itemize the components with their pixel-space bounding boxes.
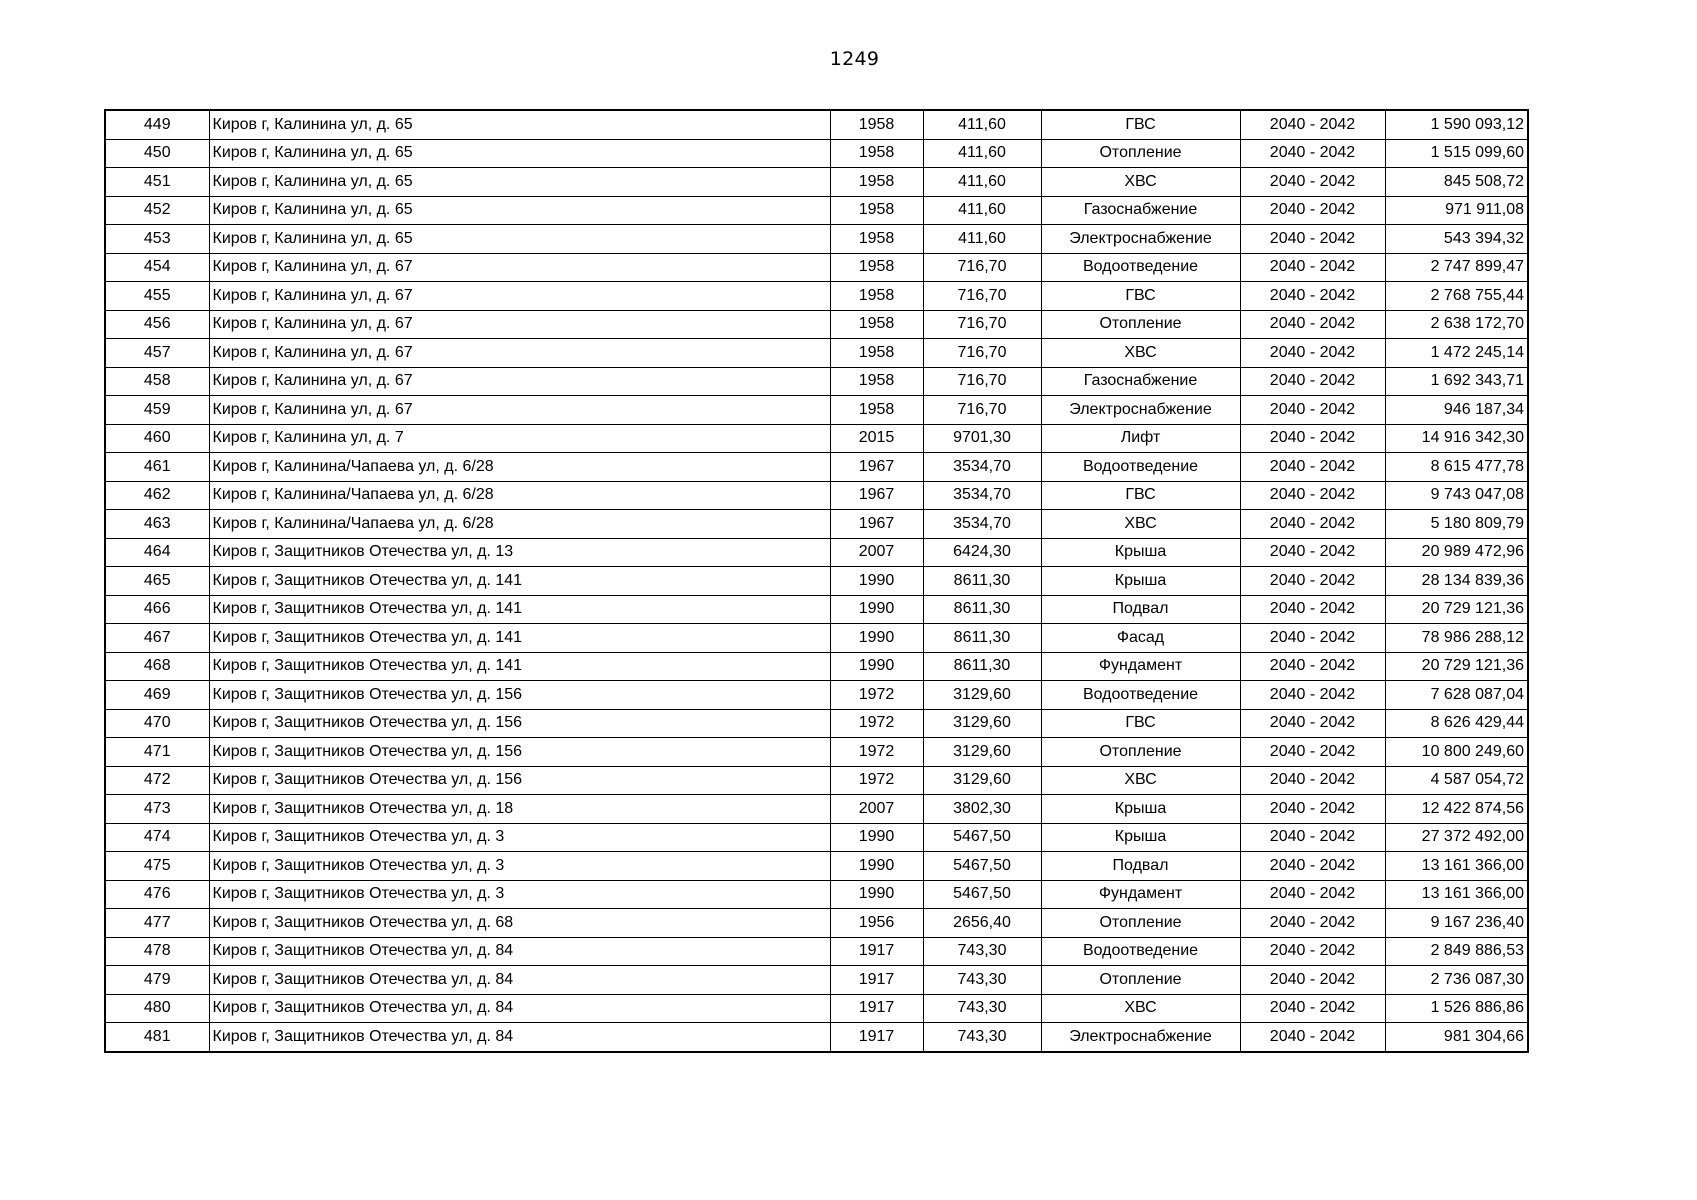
cost-cell: 1 590 093,12 [1385,110,1528,139]
row-number-cell: 453 [105,225,209,254]
table-row [105,880,1528,909]
cost-cell: 9 167 236,40 [1385,909,1528,938]
row-number-cell: 463 [105,510,209,539]
row-number-cell: 461 [105,453,209,482]
table-row [105,738,1528,767]
work-type-cell: Отопление [1041,966,1240,995]
build-year-cell: 1956 [830,909,923,938]
cost-cell: 2 747 899,47 [1385,253,1528,282]
address-cell: Киров г, Защитников Отечества ул, д. 18 [209,795,830,824]
period-cell: 2040 - 2042 [1240,652,1385,681]
cost-cell: 971 911,08 [1385,196,1528,225]
period-cell: 2040 - 2042 [1240,966,1385,995]
address-cell: Киров г, Защитников Отечества ул, д. 3 [209,823,830,852]
build-year-cell: 1990 [830,652,923,681]
period-cell: 2040 - 2042 [1240,225,1385,254]
address-cell: Киров г, Защитников Отечества ул, д. 141 [209,567,830,596]
table-row [105,196,1528,225]
area-cell: 743,30 [923,937,1041,966]
row-number-cell: 460 [105,424,209,453]
work-type-cell: Отопление [1041,909,1240,938]
row-number-cell: 457 [105,339,209,368]
work-type-cell: ХВС [1041,339,1240,368]
period-cell: 2040 - 2042 [1240,424,1385,453]
period-cell: 2040 - 2042 [1240,823,1385,852]
work-type-cell: Фасад [1041,624,1240,653]
cost-cell: 20 989 472,96 [1385,538,1528,567]
period-cell: 2040 - 2042 [1240,282,1385,311]
cost-cell: 5 180 809,79 [1385,510,1528,539]
period-cell: 2040 - 2042 [1240,937,1385,966]
period-cell: 2040 - 2042 [1240,396,1385,425]
address-cell: Киров г, Защитников Отечества ул, д. 3 [209,880,830,909]
row-number-cell: 455 [105,282,209,311]
work-type-cell: ХВС [1041,766,1240,795]
row-number-cell: 474 [105,823,209,852]
build-year-cell: 1990 [830,880,923,909]
period-cell: 2040 - 2042 [1240,453,1385,482]
cost-cell: 13 161 366,00 [1385,880,1528,909]
table-body [105,110,1528,1052]
address-cell: Киров г, Защитников Отечества ул, д. 84 [209,937,830,966]
area-cell: 3534,70 [923,481,1041,510]
area-cell: 3802,30 [923,795,1041,824]
table-row [105,937,1528,966]
period-cell: 2040 - 2042 [1240,766,1385,795]
cost-cell: 14 916 342,30 [1385,424,1528,453]
work-type-cell: Водоотведение [1041,681,1240,710]
row-number-cell: 464 [105,538,209,567]
row-number-cell: 467 [105,624,209,653]
period-cell: 2040 - 2042 [1240,367,1385,396]
period-cell: 2040 - 2042 [1240,624,1385,653]
area-cell: 3129,60 [923,738,1041,767]
row-number-cell: 458 [105,367,209,396]
table-row [105,652,1528,681]
address-cell: Киров г, Калинина/Чапаева ул, д. 6/28 [209,453,830,482]
build-year-cell: 1958 [830,396,923,425]
cost-cell: 1 526 886,86 [1385,994,1528,1023]
cost-cell: 2 768 755,44 [1385,282,1528,311]
repair-schedule-table [104,109,1529,1053]
period-cell: 2040 - 2042 [1240,795,1385,824]
address-cell: Киров г, Защитников Отечества ул, д. 156 [209,766,830,795]
cost-cell: 27 372 492,00 [1385,823,1528,852]
cost-cell: 10 800 249,60 [1385,738,1528,767]
build-year-cell: 1958 [830,367,923,396]
cost-cell: 1 515 099,60 [1385,139,1528,168]
work-type-cell: Отопление [1041,738,1240,767]
cost-cell: 1 472 245,14 [1385,339,1528,368]
period-cell: 2040 - 2042 [1240,994,1385,1023]
area-cell: 743,30 [923,1023,1041,1052]
cost-cell: 13 161 366,00 [1385,852,1528,881]
area-cell: 3534,70 [923,453,1041,482]
cost-cell: 981 304,66 [1385,1023,1528,1052]
period-cell: 2040 - 2042 [1240,168,1385,197]
build-year-cell: 1972 [830,766,923,795]
table-row [105,823,1528,852]
period-cell: 2040 - 2042 [1240,681,1385,710]
work-type-cell: ГВС [1041,110,1240,139]
address-cell: Киров г, Калинина ул, д. 67 [209,367,830,396]
cost-cell: 946 187,34 [1385,396,1528,425]
build-year-cell: 1990 [830,852,923,881]
build-year-cell: 1958 [830,168,923,197]
address-cell: Киров г, Защитников Отечества ул, д. 13 [209,538,830,567]
address-cell: Киров г, Калинина ул, д. 65 [209,225,830,254]
table-row [105,567,1528,596]
cost-cell: 2 736 087,30 [1385,966,1528,995]
address-cell: Киров г, Калинина ул, д. 65 [209,110,830,139]
area-cell: 411,60 [923,225,1041,254]
work-type-cell: ГВС [1041,282,1240,311]
period-cell: 2040 - 2042 [1240,110,1385,139]
work-type-cell: Фундамент [1041,652,1240,681]
cost-cell: 78 986 288,12 [1385,624,1528,653]
row-number-cell: 449 [105,110,209,139]
row-number-cell: 478 [105,937,209,966]
work-type-cell: ГВС [1041,709,1240,738]
cost-cell: 12 422 874,56 [1385,795,1528,824]
area-cell: 8611,30 [923,652,1041,681]
row-number-cell: 479 [105,966,209,995]
build-year-cell: 1917 [830,994,923,1023]
row-number-cell: 456 [105,310,209,339]
row-number-cell: 481 [105,1023,209,1052]
period-cell: 2040 - 2042 [1240,567,1385,596]
build-year-cell: 1967 [830,453,923,482]
table-row [105,168,1528,197]
period-cell: 2040 - 2042 [1240,139,1385,168]
build-year-cell: 1990 [830,567,923,596]
build-year-cell: 1958 [830,339,923,368]
row-number-cell: 480 [105,994,209,1023]
address-cell: Киров г, Защитников Отечества ул, д. 156 [209,681,830,710]
area-cell: 411,60 [923,196,1041,225]
period-cell: 2040 - 2042 [1240,538,1385,567]
period-cell: 2040 - 2042 [1240,196,1385,225]
address-cell: Киров г, Калинина ул, д. 7 [209,424,830,453]
cost-cell: 9 743 047,08 [1385,481,1528,510]
row-number-cell: 459 [105,396,209,425]
table-row [105,367,1528,396]
build-year-cell: 1967 [830,510,923,539]
build-year-cell: 1990 [830,624,923,653]
table-row [105,282,1528,311]
build-year-cell: 1958 [830,196,923,225]
area-cell: 2656,40 [923,909,1041,938]
area-cell: 411,60 [923,168,1041,197]
table-row [105,139,1528,168]
cost-cell: 4 587 054,72 [1385,766,1528,795]
work-type-cell: Крыша [1041,538,1240,567]
work-type-cell: ГВС [1041,481,1240,510]
area-cell: 3534,70 [923,510,1041,539]
build-year-cell: 1917 [830,937,923,966]
area-cell: 743,30 [923,966,1041,995]
work-type-cell: Газоснабжение [1041,367,1240,396]
table-row [105,310,1528,339]
row-number-cell: 452 [105,196,209,225]
address-cell: Киров г, Защитников Отечества ул, д. 156 [209,709,830,738]
work-type-cell: Крыша [1041,795,1240,824]
cost-cell: 8 626 429,44 [1385,709,1528,738]
cost-cell: 543 394,32 [1385,225,1528,254]
table-row [105,453,1528,482]
area-cell: 8611,30 [923,595,1041,624]
work-type-cell: Водоотведение [1041,937,1240,966]
cost-cell: 845 508,72 [1385,168,1528,197]
address-cell: Киров г, Защитников Отечества ул, д. 84 [209,966,830,995]
area-cell: 716,70 [923,339,1041,368]
build-year-cell: 1917 [830,966,923,995]
period-cell: 2040 - 2042 [1240,738,1385,767]
page-number: 1249 [829,48,880,70]
area-cell: 5467,50 [923,852,1041,881]
build-year-cell: 1990 [830,823,923,852]
area-cell: 3129,60 [923,766,1041,795]
row-number-cell: 465 [105,567,209,596]
row-number-cell: 475 [105,852,209,881]
area-cell: 8611,30 [923,624,1041,653]
work-type-cell: Электроснабжение [1041,1023,1240,1052]
row-number-cell: 476 [105,880,209,909]
table-row [105,909,1528,938]
build-year-cell: 2015 [830,424,923,453]
table-row [105,1023,1528,1052]
build-year-cell: 2007 [830,795,923,824]
area-cell: 6424,30 [923,538,1041,567]
area-cell: 3129,60 [923,681,1041,710]
table-row [105,681,1528,710]
table-row [105,595,1528,624]
period-cell: 2040 - 2042 [1240,880,1385,909]
table-row [105,225,1528,254]
period-cell: 2040 - 2042 [1240,909,1385,938]
build-year-cell: 1958 [830,253,923,282]
work-type-cell: Фундамент [1041,880,1240,909]
area-cell: 411,60 [923,110,1041,139]
build-year-cell: 1917 [830,1023,923,1052]
period-cell: 2040 - 2042 [1240,709,1385,738]
work-type-cell: Водоотведение [1041,453,1240,482]
area-cell: 716,70 [923,282,1041,311]
area-cell: 9701,30 [923,424,1041,453]
work-type-cell: Подвал [1041,595,1240,624]
work-type-cell: Электроснабжение [1041,396,1240,425]
row-number-cell: 450 [105,139,209,168]
area-cell: 8611,30 [923,567,1041,596]
build-year-cell: 1972 [830,681,923,710]
period-cell: 2040 - 2042 [1240,595,1385,624]
table-row [105,110,1528,139]
area-cell: 5467,50 [923,823,1041,852]
work-type-cell: ХВС [1041,168,1240,197]
period-cell: 2040 - 2042 [1240,852,1385,881]
address-cell: Киров г, Калинина/Чапаева ул, д. 6/28 [209,481,830,510]
area-cell: 5467,50 [923,880,1041,909]
cost-cell: 7 628 087,04 [1385,681,1528,710]
row-number-cell: 471 [105,738,209,767]
area-cell: 716,70 [923,367,1041,396]
period-cell: 2040 - 2042 [1240,481,1385,510]
row-number-cell: 462 [105,481,209,510]
build-year-cell: 1958 [830,110,923,139]
build-year-cell: 1967 [830,481,923,510]
table-row [105,339,1528,368]
work-type-cell: Электроснабжение [1041,225,1240,254]
cost-cell: 20 729 121,36 [1385,652,1528,681]
row-number-cell: 469 [105,681,209,710]
period-cell: 2040 - 2042 [1240,253,1385,282]
address-cell: Киров г, Защитников Отечества ул, д. 141 [209,624,830,653]
table-row [105,852,1528,881]
table-row [105,253,1528,282]
period-cell: 2040 - 2042 [1240,1023,1385,1052]
table-row [105,424,1528,453]
address-cell: Киров г, Калинина ул, д. 67 [209,282,830,311]
area-cell: 743,30 [923,994,1041,1023]
area-cell: 716,70 [923,253,1041,282]
build-year-cell: 1972 [830,738,923,767]
area-cell: 411,60 [923,139,1041,168]
work-type-cell: Лифт [1041,424,1240,453]
row-number-cell: 454 [105,253,209,282]
address-cell: Киров г, Калинина ул, д. 65 [209,168,830,197]
area-cell: 716,70 [923,310,1041,339]
table-row [105,396,1528,425]
row-number-cell: 466 [105,595,209,624]
table-row [105,709,1528,738]
build-year-cell: 1958 [830,282,923,311]
table-row [105,966,1528,995]
address-cell: Киров г, Калинина ул, д. 67 [209,310,830,339]
address-cell: Киров г, Калинина ул, д. 67 [209,396,830,425]
address-cell: Киров г, Калинина ул, д. 67 [209,339,830,368]
table-row [105,510,1528,539]
table-row [105,766,1528,795]
period-cell: 2040 - 2042 [1240,310,1385,339]
table-row [105,994,1528,1023]
table-row [105,481,1528,510]
address-cell: Киров г, Калинина ул, д. 65 [209,139,830,168]
row-number-cell: 473 [105,795,209,824]
address-cell: Киров г, Калинина/Чапаева ул, д. 6/28 [209,510,830,539]
cost-cell: 8 615 477,78 [1385,453,1528,482]
cost-cell: 20 729 121,36 [1385,595,1528,624]
address-cell: Киров г, Защитников Отечества ул, д. 141 [209,595,830,624]
table-row [105,538,1528,567]
address-cell: Киров г, Защитников Отечества ул, д. 84 [209,1023,830,1052]
area-cell: 3129,60 [923,709,1041,738]
cost-cell: 1 692 343,71 [1385,367,1528,396]
work-type-cell: ХВС [1041,510,1240,539]
row-number-cell: 470 [105,709,209,738]
build-year-cell: 1958 [830,310,923,339]
cost-cell: 2 849 886,53 [1385,937,1528,966]
address-cell: Киров г, Защитников Отечества ул, д. 141 [209,652,830,681]
address-cell: Киров г, Защитников Отечества ул, д. 68 [209,909,830,938]
table-row [105,624,1528,653]
cost-cell: 28 134 839,36 [1385,567,1528,596]
work-type-cell: Крыша [1041,823,1240,852]
work-type-cell: Подвал [1041,852,1240,881]
row-number-cell: 451 [105,168,209,197]
row-number-cell: 468 [105,652,209,681]
period-cell: 2040 - 2042 [1240,339,1385,368]
area-cell: 716,70 [923,396,1041,425]
address-cell: Киров г, Калинина ул, д. 67 [209,253,830,282]
cost-cell: 2 638 172,70 [1385,310,1528,339]
work-type-cell: ХВС [1041,994,1240,1023]
build-year-cell: 1990 [830,595,923,624]
address-cell: Киров г, Калинина ул, д. 65 [209,196,830,225]
work-type-cell: Отопление [1041,310,1240,339]
build-year-cell: 2007 [830,538,923,567]
table-row [105,795,1528,824]
build-year-cell: 1958 [830,139,923,168]
work-type-cell: Газоснабжение [1041,196,1240,225]
build-year-cell: 1958 [830,225,923,254]
period-cell: 2040 - 2042 [1240,510,1385,539]
row-number-cell: 472 [105,766,209,795]
work-type-cell: Отопление [1041,139,1240,168]
address-cell: Киров г, Защитников Отечества ул, д. 3 [209,852,830,881]
address-cell: Киров г, Защитников Отечества ул, д. 156 [209,738,830,767]
address-cell: Киров г, Защитников Отечества ул, д. 84 [209,994,830,1023]
work-type-cell: Водоотведение [1041,253,1240,282]
work-type-cell: Крыша [1041,567,1240,596]
build-year-cell: 1972 [830,709,923,738]
row-number-cell: 477 [105,909,209,938]
